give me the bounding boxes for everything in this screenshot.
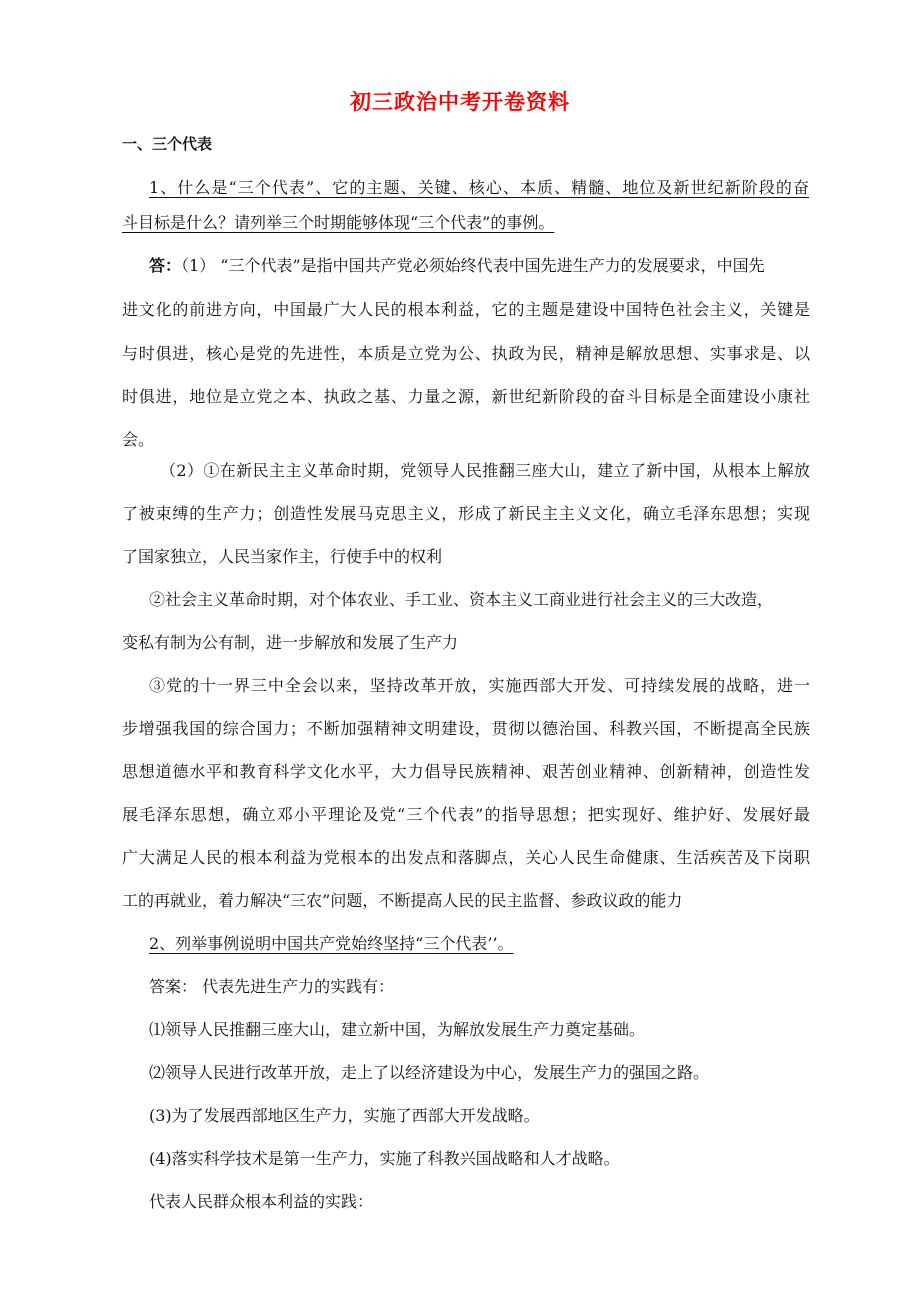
answer-1-line-2: 进文化的前进方向，中国最广大人民的根本利益，它的主题是建设中国特色社会主义，关键是	[122, 300, 810, 319]
answer-1-text: （1） “三个代表”是指中国共产党必须始终代表中国先进生产力的发展要求，中国先	[181, 256, 765, 275]
answer-2-line-1: （2）①在新民主主义革命时期，党领导人民推翻三座大山，建立了新中国，从根本上解放	[160, 461, 810, 480]
answer-1-line-3: 与时俱进，核心是党的先进性，本质是立党为公、执政为民，精神是解放思想、实事求是、以	[122, 344, 810, 363]
answer-2-line-2: 了被束缚的生产力；创造性发展马克思主义，形成了新民主主义文化，确立毛泽东思想；实现	[122, 504, 810, 523]
answer-2-line-4: ②社会主义革命时期，对个体农业、手工业、资本主义工商业进行社会主义的三大改造，	[149, 590, 774, 609]
answer-label: 答：	[149, 256, 182, 275]
question-1-line-1: 1、什么是“三个代表”、它的主题、关键、核心、本质、精髓、地位及新世纪新阶段的奋	[149, 178, 809, 197]
answer-3-item-1: ⑴领导人民推翻三座大山，建立新中国，为解放发展生产力奠定基础。	[149, 1020, 646, 1039]
people-interest-heading: 代表人民群众根本利益的实践：	[149, 1192, 374, 1211]
answer-1-line-1	[149, 256, 809, 276]
answer-2-line-8: 思想道德水平和教育科学文化水平，大力倡导民族精神、艰苦创业精神、创新精神，创造性发	[122, 762, 810, 781]
answer-2-line-6: ③党的十一界三中全会以来，坚持改革开放，实施西部大开发、可持续发展的战略，进一	[149, 676, 810, 695]
answer-3-item-4: (4)落实科学技术是第一生产力，实施了科教兴国战略和人才战略。	[149, 1149, 620, 1168]
answer-2-line-3: 了国家独立，人民当家作主，行使手中的权利	[122, 547, 443, 566]
answer-1-line-4: 时俱进，地位是立党之本、执政之基、力量之源，新世纪新阶段的奋斗目标是全面建设小康社	[122, 387, 810, 406]
answer-2-line-5: 变私有制为公有制，进一步解放和发展了生产力	[122, 633, 459, 652]
answer-1-line-5: 会。	[122, 430, 155, 449]
answer-3-intro: 答案： 代表先进生产力的实践有：	[149, 977, 395, 996]
answer-2-line-7: 步增强我国的综合国力；不断加强精神文明建设，贯彻以德治国、科教兴国，不断提高全民族	[122, 719, 810, 738]
answer-3-item-3: (3)为了发展西部地区生产力，实施了西部大开发战略。	[149, 1106, 540, 1125]
question-2: 2、列举事例说明中国共产党始终坚持“三个代表’’。	[149, 934, 514, 953]
answer-2-line-9: 展毛泽东思想，确立邓小平理论及党“三个代表”的指导思想；把实现好、维护好、发展好最	[122, 805, 810, 824]
answer-2-line-10: 广大满足人民的根本利益为党根本的出发点和落脚点，关心人民生命健康、生活疾苦及下岗职	[122, 848, 810, 867]
section-heading: 一、三个代表	[122, 135, 213, 153]
document-title: 初三政治中考开卷资料	[350, 90, 570, 114]
answer-3-item-2: ⑵领导人民进行改革开放，走上了以经济建设为中心，发展生产力的强国之路。	[149, 1063, 710, 1082]
answer-2-line-11: 工的再就业，着力解决“三农”问题，不断提高人民的民主监督、参政议政的能力	[122, 891, 683, 910]
question-1-line-2: 斗目标是什么？请列举三个时期能够体现“三个代表”的事例。	[122, 213, 555, 232]
